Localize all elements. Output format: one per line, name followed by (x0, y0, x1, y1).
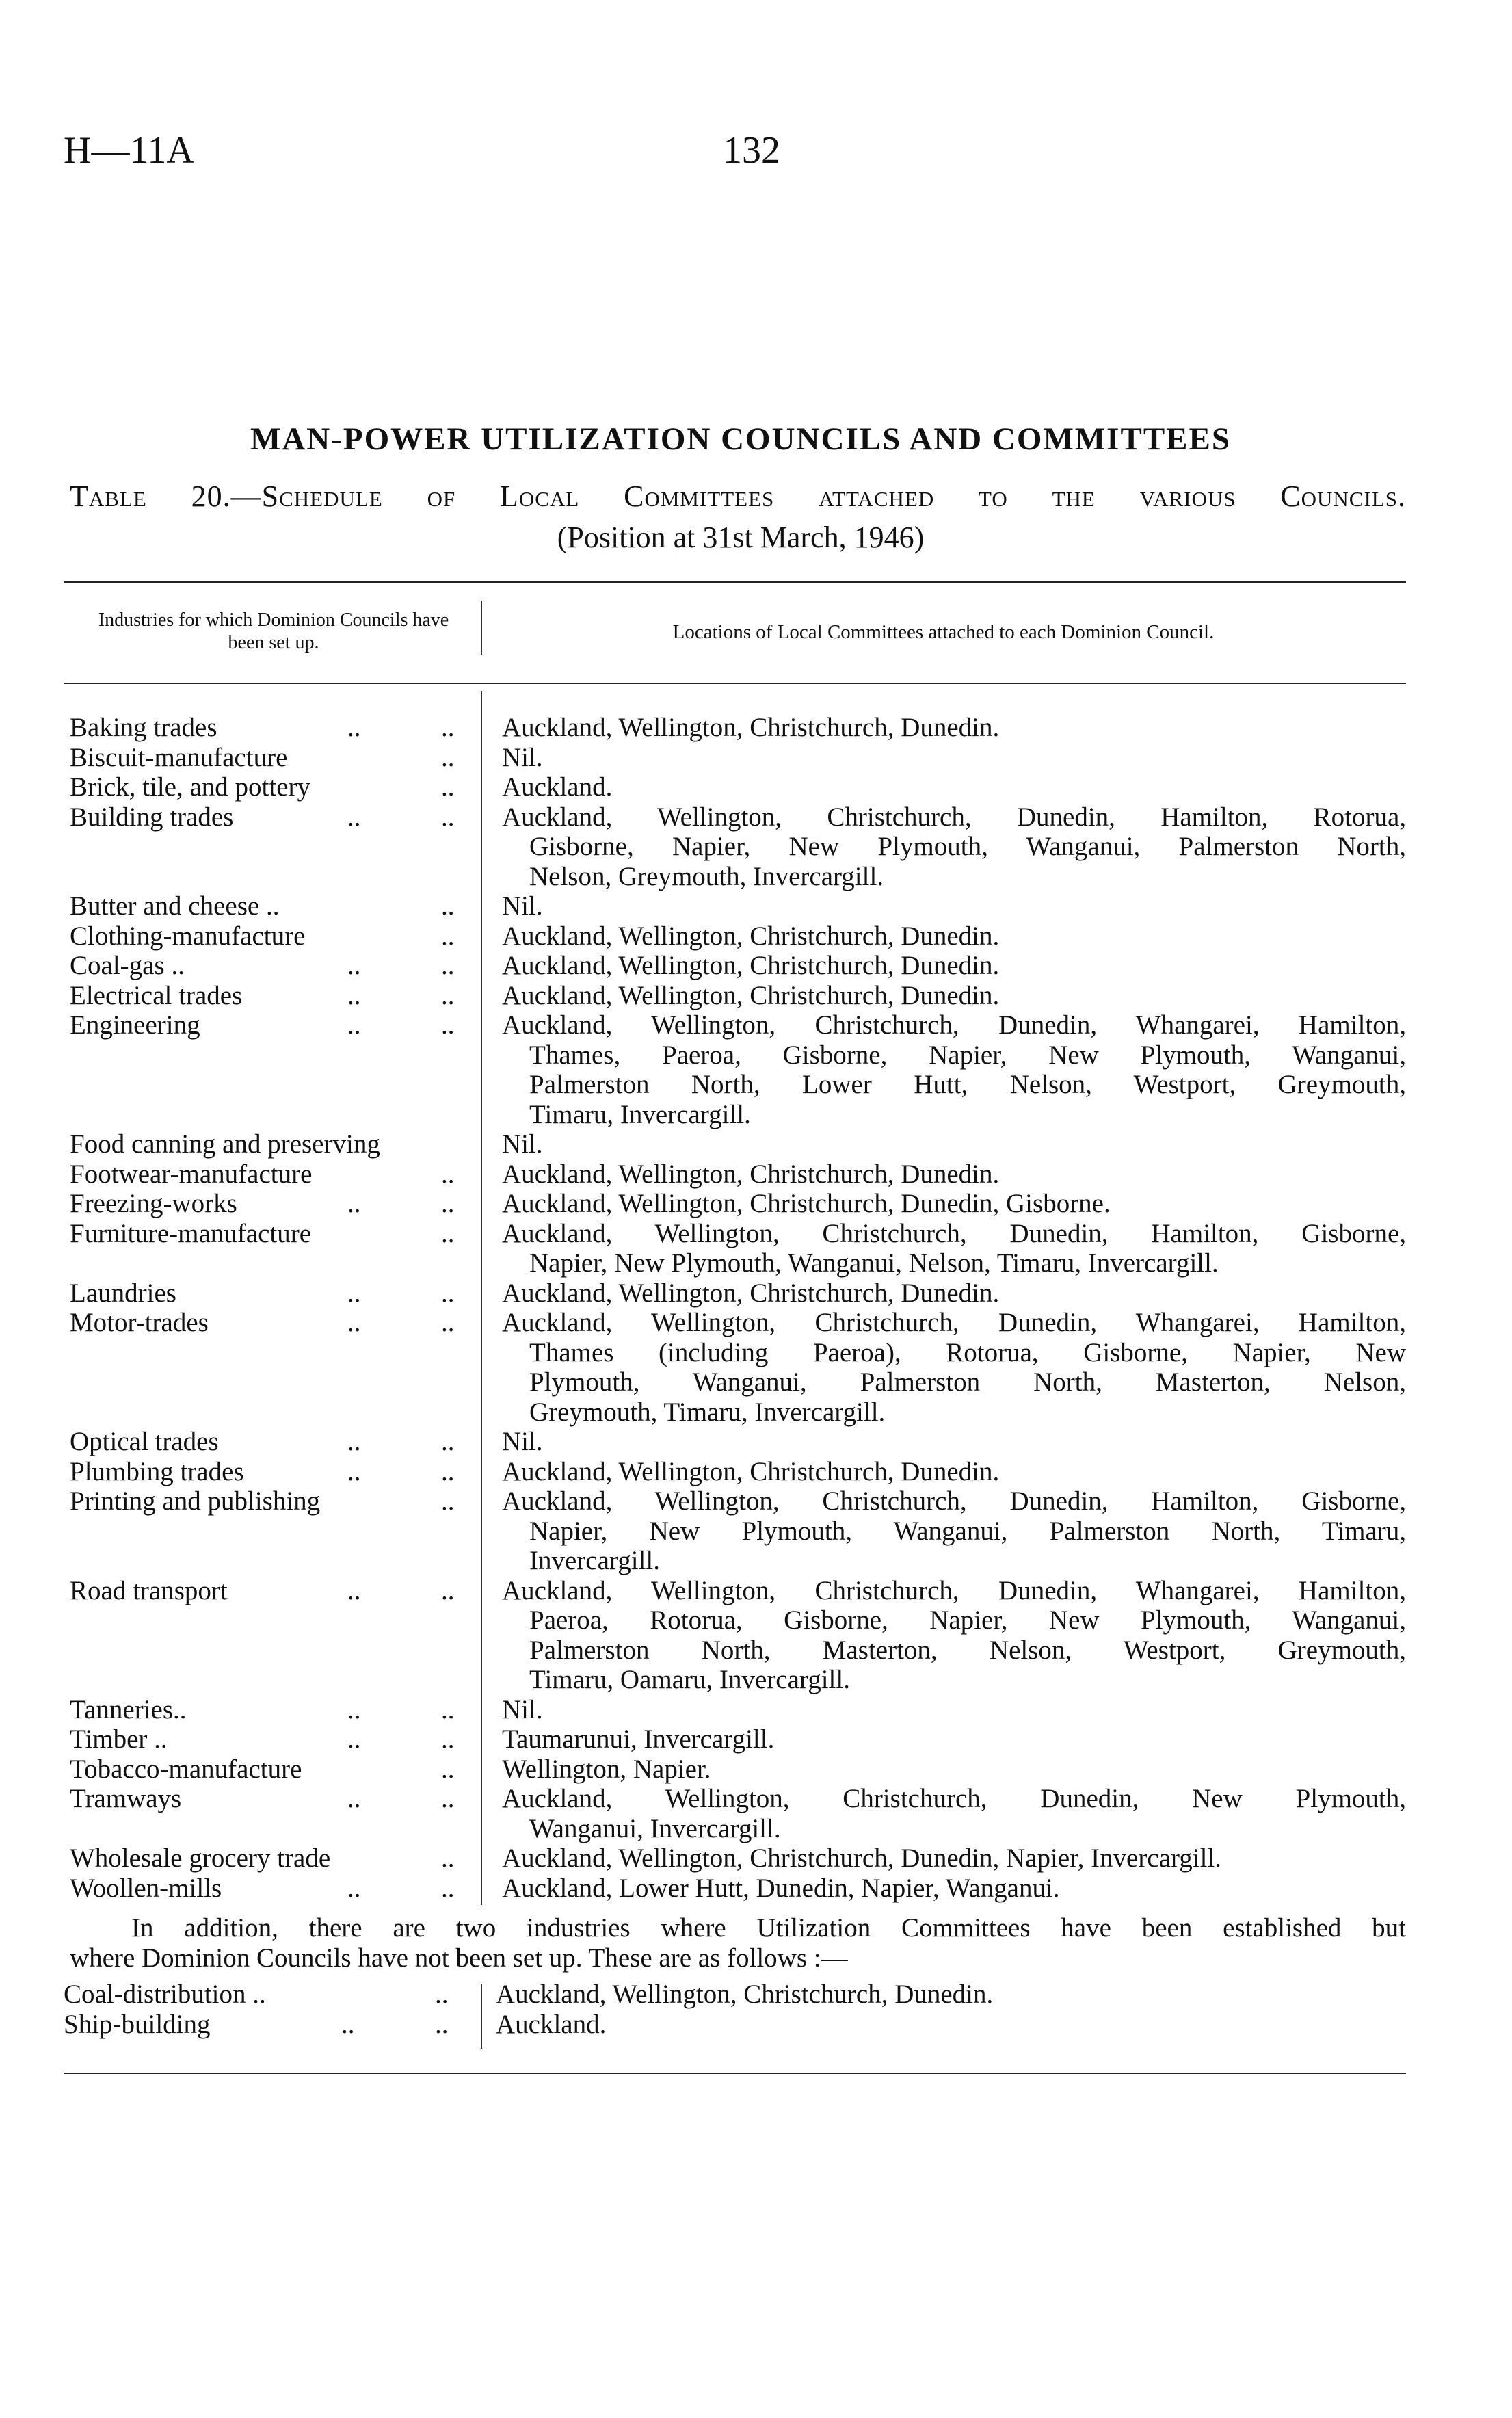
dot-leader: .. (347, 802, 361, 832)
table-row (70, 1724, 1406, 1755)
industry-cell (70, 743, 480, 773)
dot-leader: .. (441, 980, 455, 1010)
table-row (70, 1308, 1406, 1427)
location-line: Auckland, Wellington, Christchurch, Dunedin, Whangarei, Hamilton, (502, 1575, 1406, 1605)
table-row (70, 1784, 1406, 1843)
location-line: Timaru, Invercargill. (529, 1099, 751, 1129)
locations-cell (502, 1486, 1406, 1576)
page-title: MAN-POWER UTILIZATION COUNCILS AND COMMITTEES (250, 421, 1231, 457)
dot-leader: .. (441, 1486, 455, 1516)
industry-cell (70, 1010, 480, 1129)
dot-leader: .. (347, 1278, 361, 1308)
industry-cell (70, 921, 480, 951)
industry-name: Tanneries.. (70, 1694, 187, 1724)
location-line: Napier, New Plymouth, Wanganui, Palmerston North, Timaru, (529, 1516, 1406, 1546)
extra-committee-table (64, 1980, 1406, 2039)
location-line: Auckland, Wellington, Christchurch, Dunedin. (502, 713, 1000, 742)
location-line: Auckland, Wellington, Christchurch, Dunedin, Hamilton, Gisborne, (502, 1218, 1406, 1248)
table-row (70, 1755, 1406, 1785)
location-line: Auckland, Wellington, Christchurch, Dunedin, New Plymouth, (502, 1784, 1406, 1813)
dot-leader: .. (347, 1189, 361, 1218)
location-line: Auckland, Wellington, Christchurch, Dunedin. (496, 1980, 994, 2009)
industry-name: Freezing-works (70, 1189, 237, 1218)
table-date: (Position at 31st March, 1946) (557, 521, 925, 554)
dot-leader: .. (441, 891, 455, 921)
committee-table (70, 713, 1406, 1903)
locations-cell (502, 1724, 1406, 1755)
location-line: Auckland. (496, 2009, 607, 2039)
dot-leader: .. (347, 1427, 361, 1456)
industry-name: Clothing-manufacture (70, 921, 306, 951)
table-row (70, 713, 1406, 743)
industry-name: Tobacco-manufacture (70, 1754, 302, 1784)
dot-leader: .. (441, 1873, 455, 1903)
location-line: Palmerston North, Masterton, Nelson, Westport, Greymouth, (529, 1635, 1406, 1665)
industry-cell (70, 1784, 480, 1843)
table-row (70, 1486, 1406, 1576)
locations-cell (502, 1129, 1406, 1159)
industry-name: Butter and cheese .. (70, 891, 280, 921)
location-line: Wellington, Napier. (502, 1754, 711, 1784)
location-line: Nil. (502, 742, 543, 772)
industry-cell (70, 1189, 480, 1219)
dot-leader: .. (347, 1456, 361, 1486)
dot-leader: .. (341, 2009, 355, 2039)
page-number: 132 (723, 129, 780, 172)
industry-cell (70, 1576, 480, 1695)
locations-cell (502, 743, 1406, 773)
table-row (70, 1159, 1406, 1190)
locations-cell (502, 1784, 1406, 1843)
location-line: Thames, Paeroa, Gisborne, Napier, New Plymouth, Wanganui, (529, 1040, 1406, 1070)
industry-name: Coal-distribution .. (64, 1980, 266, 2009)
industry-cell (70, 1278, 480, 1309)
industry-cell (70, 1486, 480, 1576)
table-row (70, 1843, 1406, 1874)
location-line: Auckland, Wellington, Christchurch, Dunedin, Gisborne. (502, 1189, 1111, 1218)
location-line: Invercargill. (529, 1546, 660, 1575)
industry-cell (70, 1427, 480, 1457)
dot-leader: .. (347, 1784, 361, 1813)
location-line: Nil. (502, 891, 543, 921)
industry-name: Brick, tile, and pottery (70, 772, 310, 802)
table-row (70, 921, 1406, 951)
locations-cell (496, 1980, 1400, 2010)
dot-leader: .. (347, 1694, 361, 1724)
note-line-1: In addition, there are two industries where Utilization Committees have been established but (131, 1913, 1406, 1943)
industry-name: Footwear-manufacture (70, 1159, 313, 1189)
locations-cell (502, 1189, 1406, 1219)
location-line: Taumarunui, Invercargill. (502, 1724, 775, 1754)
location-line: Auckland, Wellington, Christchurch, Dunedin. (502, 1278, 1000, 1308)
top-rule (64, 581, 1406, 583)
document-reference: H—11A (64, 129, 194, 172)
locations-cell (502, 1695, 1406, 1725)
industry-name: Coal-gas .. (70, 951, 185, 980)
industry-cell (70, 1457, 480, 1487)
dot-leader: .. (441, 1784, 455, 1813)
industry-cell (70, 1724, 480, 1755)
locations-cell (502, 1843, 1406, 1874)
dot-leader: .. (441, 772, 455, 802)
industry-name: Electrical trades (70, 980, 243, 1010)
industry-name: Road transport (70, 1575, 228, 1605)
dot-leader: .. (441, 802, 455, 832)
table-row (70, 1278, 1406, 1309)
location-line: Thames (including Paeroa), Rotorua, Gisborne, Napier, New (529, 1337, 1406, 1367)
note-line-2: where Dominion Councils have not been set up. These are as follows :— (70, 1943, 848, 1973)
industry-cell (70, 1219, 480, 1278)
dot-leader: .. (441, 1189, 455, 1218)
locations-cell (502, 1576, 1406, 1695)
table-row (70, 1189, 1406, 1219)
dot-leader: .. (441, 742, 455, 772)
industry-name: Furniture-manufacture (70, 1218, 312, 1248)
industry-name: Plumbing trades (70, 1456, 244, 1486)
dot-leader: .. (347, 713, 361, 742)
table-row (70, 1219, 1406, 1278)
location-line: Napier, New Plymouth, Wanganui, Nelson, Timaru, Invercargill. (529, 1248, 1219, 1278)
bottom-rule (64, 2073, 1406, 2074)
dot-leader: .. (441, 1843, 455, 1873)
industry-name: Ship-building (64, 2009, 211, 2039)
table-row (70, 1695, 1406, 1725)
table-row (70, 981, 1406, 1011)
dot-leader: .. (435, 1980, 449, 2009)
industry-name: Building trades (70, 802, 234, 832)
industry-name: Optical trades (70, 1427, 219, 1456)
industry-name: Baking trades (70, 713, 217, 742)
location-line: Auckland, Wellington, Christchurch, Dunedin. (502, 980, 1000, 1010)
dot-leader: .. (347, 980, 361, 1010)
industry-cell (64, 2010, 474, 2040)
industry-name: Laundries (70, 1278, 176, 1308)
location-line: Palmerston North, Lower Hutt, Nelson, Westport, Greymouth, (529, 1070, 1406, 1099)
column-header-locations: Locations of Local Committees attached to each Dominion Council. (672, 621, 1215, 643)
industry-name: Biscuit-manufacture (70, 742, 288, 772)
industry-cell (70, 1159, 480, 1190)
industry-cell (70, 713, 480, 743)
location-line: Gisborne, Napier, New Plymouth, Wanganui, Palmerston North, (529, 832, 1406, 861)
location-line: Greymouth, Timaru, Invercargill. (529, 1397, 886, 1427)
dot-leader: .. (441, 1724, 455, 1754)
table-row (70, 891, 1406, 921)
industry-name: Timber .. (70, 1724, 168, 1754)
dot-leader: .. (441, 951, 455, 980)
locations-cell (502, 1874, 1406, 1904)
location-line: Auckland, Wellington, Christchurch, Dunedin, Whangarei, Hamilton, (502, 1308, 1406, 1337)
locations-cell (502, 713, 1406, 743)
dot-leader: .. (347, 951, 361, 980)
industry-name: Woollen-mills (70, 1873, 222, 1903)
industry-cell (70, 891, 480, 921)
locations-cell (502, 891, 1406, 921)
dot-leader: .. (435, 2009, 449, 2039)
table-row (70, 772, 1406, 802)
table-row (70, 951, 1406, 981)
table-row (70, 1457, 1406, 1487)
table-row (70, 1010, 1406, 1129)
industry-name: Tramways (70, 1784, 182, 1813)
industry-name: Printing and publishing (70, 1486, 321, 1516)
locations-cell (502, 981, 1406, 1011)
location-line: Auckland, Wellington, Christchurch, Dunedin, Hamilton, Rotorua, (502, 802, 1406, 832)
locations-cell (502, 1755, 1406, 1785)
industry-name: Engineering (70, 1010, 200, 1040)
location-line: Nelson, Greymouth, Invercargill. (529, 861, 884, 891)
dot-leader: .. (441, 1010, 455, 1040)
table-row (64, 1980, 1406, 2010)
table-row (70, 1129, 1406, 1159)
dot-leader: .. (441, 1427, 455, 1456)
dot-leader: .. (441, 1456, 455, 1486)
location-line: Paeroa, Rotorua, Gisborne, Napier, New Plymouth, Wanganui, (529, 1605, 1406, 1635)
industry-cell (70, 1129, 480, 1159)
dot-leader: .. (347, 1010, 361, 1040)
location-line: Plymouth, Wanganui, Palmerston North, Masterton, Nelson, (529, 1367, 1406, 1397)
locations-cell (502, 1308, 1406, 1427)
location-line: Auckland. (502, 772, 613, 802)
dot-leader: .. (441, 713, 455, 742)
dot-leader: .. (441, 1308, 455, 1337)
dot-leader: .. (347, 1575, 361, 1605)
column-header-industries: Industries for which Dominion Councils have been set up. (98, 609, 449, 653)
locations-cell (502, 1010, 1406, 1129)
dot-leader: .. (441, 1694, 455, 1724)
table-row (70, 802, 1406, 892)
locations-cell (502, 951, 1406, 981)
location-line: Auckland, Wellington, Christchurch, Dunedin, Whangarei, Hamilton, (502, 1010, 1406, 1040)
industry-cell (70, 1695, 480, 1725)
note-paragraph (70, 1913, 1406, 1973)
dot-leader: .. (347, 1724, 361, 1754)
locations-cell (502, 1219, 1406, 1278)
locations-cell (502, 1278, 1406, 1309)
table-row (70, 743, 1406, 773)
locations-cell (502, 772, 1406, 802)
location-line: Wanganui, Invercargill. (529, 1813, 781, 1843)
dot-leader: .. (441, 1218, 455, 1248)
location-line: Auckland, Wellington, Christchurch, Dunedin, Napier, Invercargill. (502, 1843, 1222, 1873)
table-row (70, 1874, 1406, 1904)
location-line: Timaru, Oamaru, Invercargill. (529, 1665, 850, 1694)
location-line: Nil. (502, 1427, 543, 1456)
location-line: Auckland, Wellington, Christchurch, Dunedin, Hamilton, Gisborne, (502, 1486, 1406, 1516)
location-line: Nil. (502, 1694, 543, 1724)
location-line: Auckland, Lower Hutt, Dunedin, Napier, Wanganui. (502, 1873, 1060, 1903)
dot-leader: .. (441, 1575, 455, 1605)
dot-leader: .. (441, 1278, 455, 1308)
location-line: Nil. (502, 1129, 543, 1159)
industry-cell (70, 1755, 480, 1785)
location-line: Auckland, Wellington, Christchurch, Dunedin. (502, 951, 1000, 980)
industry-name: Food canning and preserving (70, 1129, 380, 1159)
locations-cell (502, 802, 1406, 892)
locations-cell (502, 1427, 1406, 1457)
industry-cell (70, 1843, 480, 1874)
locations-cell (496, 2010, 1400, 2040)
table-row (64, 2010, 1406, 2040)
dot-leader: .. (441, 921, 455, 951)
location-line: Auckland, Wellington, Christchurch, Dunedin. (502, 1159, 1000, 1189)
industry-cell (70, 951, 480, 981)
industry-cell (70, 981, 480, 1011)
industry-cell (64, 1980, 474, 2010)
industry-cell (70, 1308, 480, 1427)
dot-leader: .. (441, 1754, 455, 1784)
dot-leader: .. (441, 1159, 455, 1189)
industry-name: Wholesale grocery trade (70, 1843, 331, 1873)
location-line: Auckland, Wellington, Christchurch, Dunedin. (502, 1456, 1000, 1486)
industry-cell (70, 802, 480, 892)
locations-cell (502, 1159, 1406, 1190)
table-caption: Table 20.—Schedule of Local Committees attached to the various Councils. (70, 479, 1406, 513)
locations-cell (502, 921, 1406, 951)
industry-cell (70, 1874, 480, 1904)
locations-cell (502, 1457, 1406, 1487)
table-row (70, 1576, 1406, 1695)
location-line: Auckland, Wellington, Christchurch, Dunedin. (502, 921, 1000, 951)
header-rule (64, 683, 1406, 684)
industry-name: Motor-trades (70, 1308, 209, 1337)
table-row (70, 1427, 1406, 1457)
dot-leader: .. (347, 1873, 361, 1903)
dot-leader: .. (347, 1308, 361, 1337)
industry-cell (70, 772, 480, 802)
